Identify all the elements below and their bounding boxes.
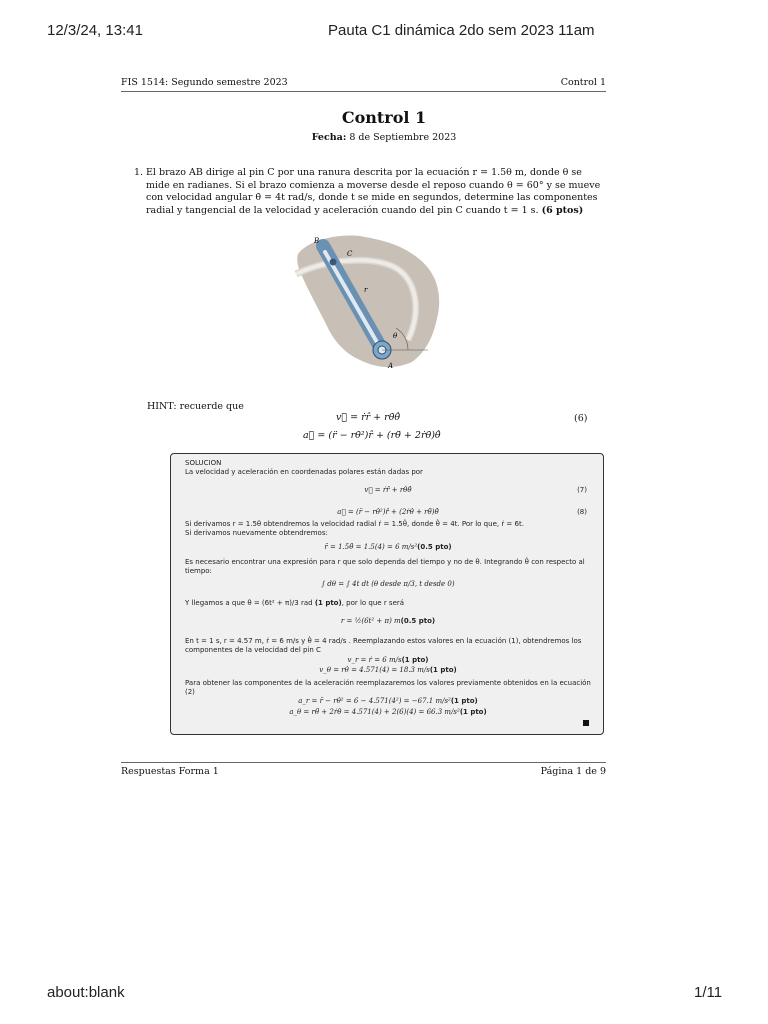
points: (0.5 pto) <box>400 617 436 625</box>
solution-line: En t = 1 s, r = 4.57 m, ṙ = 6 m/s y θ̇ = 4 rad/s . Reemplazando estos valores en la ecuación (1), obtendremos los <box>185 637 582 645</box>
integral-equation: ∫ dθ = ∫ 4t dt (θ desde π/3, t desde 0) <box>321 580 455 588</box>
print-doc-title: Pauta C1 dinámica 2do sem 2023 11am <box>328 22 595 39</box>
solution-box <box>170 453 604 735</box>
date-label: Fecha: <box>311 132 347 143</box>
solution-line: La velocidad y aceleración en coordenadas polares están dadas por <box>185 468 423 476</box>
browser-print-header <box>0 22 768 44</box>
mechanism-figure <box>290 232 445 370</box>
problem-number: 1. <box>134 167 144 178</box>
print-datetime: 12/3/24, 13:41 <box>47 22 143 39</box>
qed-square-icon <box>583 720 589 726</box>
hint-label: HINT: recuerde que <box>147 401 244 412</box>
print-url: about:blank <box>47 984 125 1001</box>
header-control: Control 1 <box>560 77 606 88</box>
solution-line: Si derivamos nuevamente obtendremos: <box>185 529 328 537</box>
points: (1 pto) <box>429 666 457 674</box>
solution-heading: SOLUCION <box>185 459 222 467</box>
date-line <box>0 132 768 143</box>
document-header <box>121 77 606 92</box>
date-value: 8 de Septiembre 2023 <box>349 132 457 143</box>
hint-velocity-equation: v⃗ = ṙr̂ + rθ̇θ̂ <box>336 412 401 423</box>
equation-8: a⃗ = (r̈ − rθ̇²)r̂ + (2ṙθ̇ + rθ̈)θ̂ <box>337 508 439 516</box>
course-name: FIS 1514: Segundo semestre 2023 <box>121 77 288 88</box>
solution-line: (2) <box>185 688 195 696</box>
points: (1 pto) <box>450 697 478 705</box>
hint-equation-number: (6) <box>574 413 588 424</box>
page-title: Control 1 <box>341 108 427 127</box>
label-c: C <box>347 250 353 258</box>
label-r: r <box>364 286 368 294</box>
points: (1 pto) <box>459 708 487 716</box>
equation-vtheta: v_θ = rθ̇ = 4.571(4) = 18.3 m/s(1 pto) <box>319 666 457 674</box>
print-page-count: 1/11 <box>694 984 723 1001</box>
points: (0.5 pto) <box>417 543 452 551</box>
equation-7-number: (7) <box>577 486 587 494</box>
document-footer <box>121 762 606 777</box>
label-theta: θ <box>393 332 398 340</box>
problem-text <box>146 167 604 217</box>
hint-acceleration-equation: a⃗ = (r̈ − rθ̇²)r̂ + (rθ̈ + 2ṙθ̇)θ̂ <box>303 430 441 441</box>
solution-line: Si derivamos r = 1.5θ obtendremos la velocidad radial ṙ = 1.5θ̇, donde θ̇ = 4t. Por lo que, ṙ = 6t. <box>185 520 524 528</box>
equation-ar: a_r = r̈ − rθ̇² = 6 − 4.571(4²) = −67.1 m/s²(1 pto) <box>298 697 478 705</box>
points: (1 pto) <box>314 599 342 607</box>
solution-line: componentes de la velocidad del pin C <box>185 646 321 654</box>
equation-r-time: r = ½(6t² + π) m(0.5 pto) <box>340 617 436 625</box>
pin-c <box>330 259 337 266</box>
problem-statement: El brazo AB dirige al pin C por una ranura descrita por la ecuación r = 1.5θ m, donde θ se mide en radianes. Si el brazo comienza a moverse desde el reposo cuando θ = 60° y se mueve con velocidad angular θ̇ = 4t rad/s, donde t se mide en segundos, determine las componentes radial y tangencial de la velocidad y aceleración cuando del pin C cuando t = 1 s. <box>146 167 601 216</box>
equation-atheta: a_θ = rθ̈ + 2ṙθ̇ = 4.571(4) + 2(6)(4) = 66.3 m/s²(1 pto) <box>289 708 487 716</box>
mechanism-diagram <box>290 232 445 370</box>
problem-points: (6 ptos) <box>541 204 584 216</box>
footer-page-number: Página 1 de 9 <box>540 766 606 777</box>
label-a: A <box>388 362 394 370</box>
equation-vr: v_r = ṙ = 6 m/s(1 pto) <box>347 656 429 664</box>
solution-line: tiempo: <box>185 567 212 575</box>
label-b: B <box>314 237 320 245</box>
solution-line: Es necesario encontrar una expresión para r que solo dependa del tiempo y no de θ. Integrando θ̇ con respecto al <box>185 558 585 566</box>
equation-8-number: (8) <box>577 508 587 516</box>
points: (1 pto) <box>401 656 429 664</box>
solution-line: Para obtener las componentes de la aceleración reemplazaremos los valores previamente obtenidos en la ecuación <box>185 679 591 687</box>
equation-r-ddot: r̈ = 1.5θ̈ = 1.5(4) = 6 m/s²(0.5 pto) <box>324 543 452 551</box>
equation-7: v⃗ = ṙr̂ + rθ̇θ̂ <box>364 486 412 494</box>
footer-form: Respuestas Forma 1 <box>121 766 219 777</box>
solution-line: Y llegamos a que θ = (6t² + π)/3 rad (1 pto), por lo que r será <box>185 599 405 607</box>
